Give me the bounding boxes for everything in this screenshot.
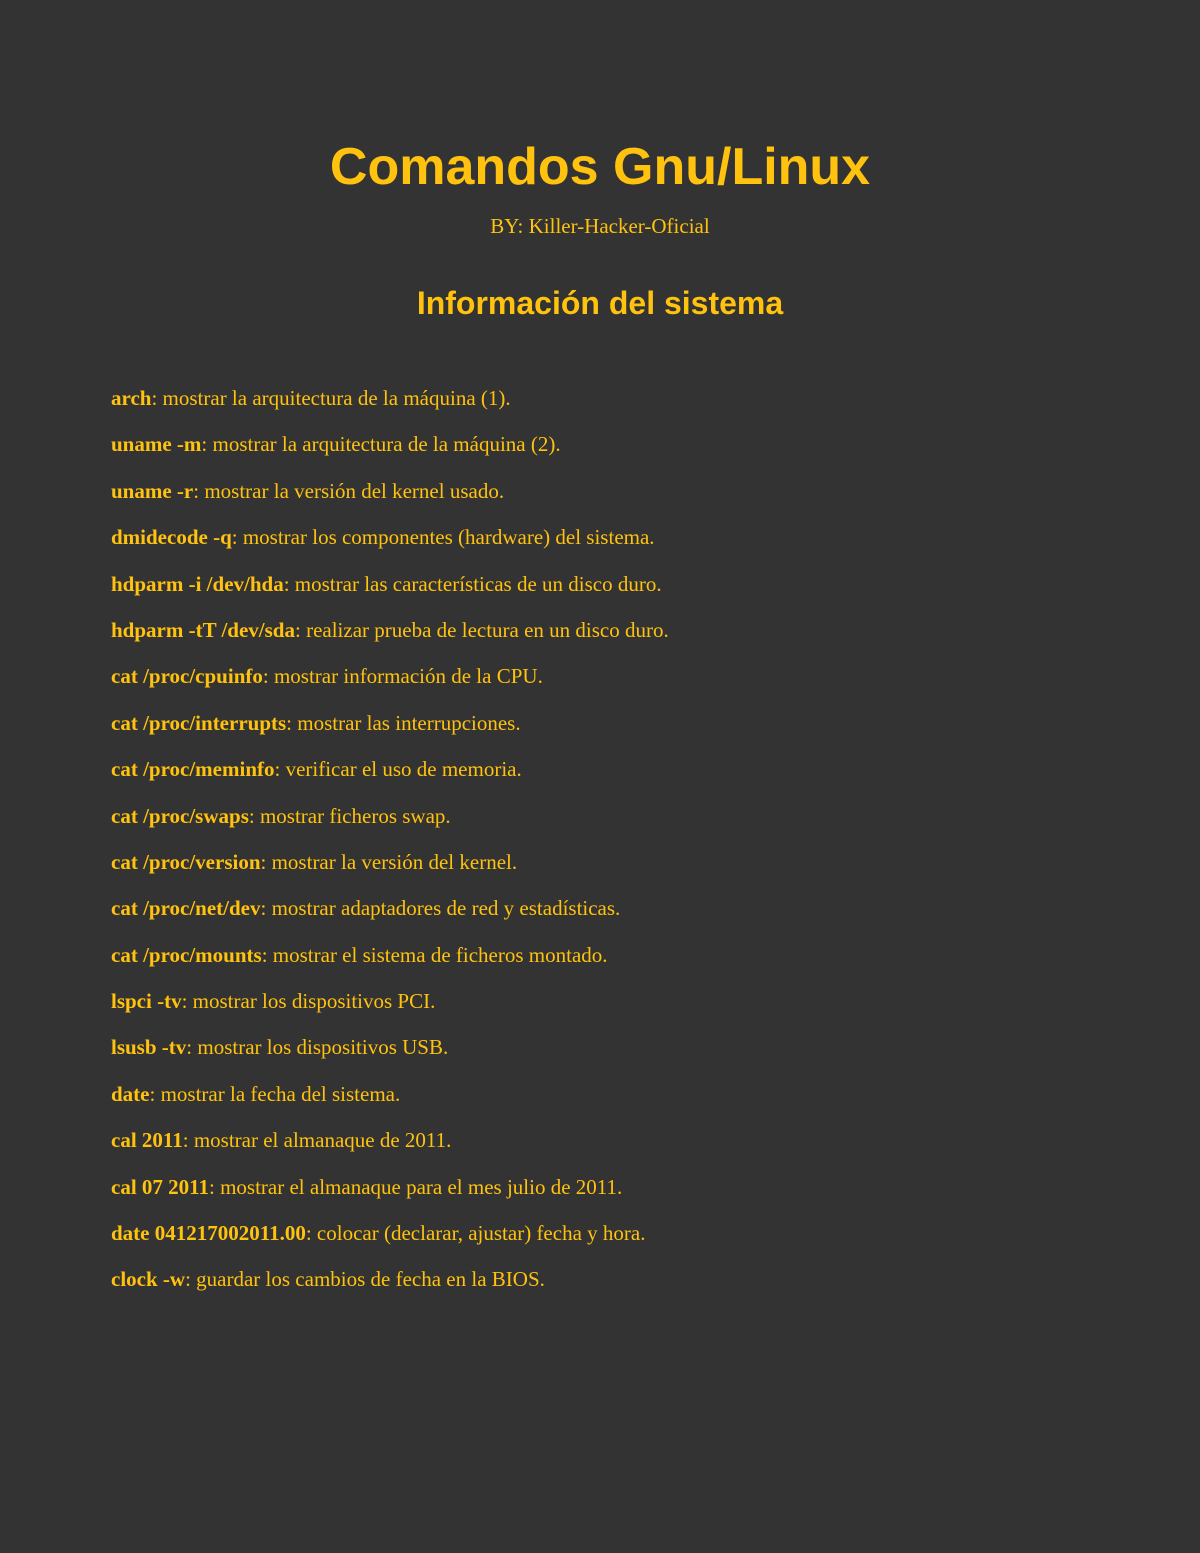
command-description: : mostrar las interrupciones. bbox=[286, 710, 521, 735]
command-item bbox=[111, 662, 1111, 708]
command-item bbox=[111, 709, 1111, 755]
command-item bbox=[111, 802, 1111, 848]
command-item bbox=[111, 384, 1111, 430]
command-name: uname -m bbox=[111, 432, 202, 457]
command-item bbox=[111, 848, 1111, 894]
command-description: : mostrar el almanaque para el mes julio de 2011. bbox=[209, 1174, 623, 1199]
command-description: : colocar (declarar, ajustar) fecha y hora. bbox=[305, 1221, 646, 1246]
document-title: Comandos Gnu/Linux bbox=[329, 138, 871, 196]
command-name: cat /proc/mounts bbox=[111, 942, 262, 967]
command-name: cat /proc/swaps bbox=[111, 803, 249, 828]
command-name: cal 07 2011 bbox=[111, 1174, 209, 1199]
command-name: hdparm -i /dev/hda bbox=[111, 571, 284, 596]
command-item bbox=[111, 894, 1111, 940]
command-name: date bbox=[111, 1081, 150, 1106]
command-description: : realizar prueba de lectura en un disco duro. bbox=[295, 617, 669, 642]
command-name: cat /proc/interrupts bbox=[111, 710, 287, 735]
command-description: : mostrar ficheros swap. bbox=[248, 803, 451, 828]
command-list bbox=[111, 384, 1111, 1312]
command-name: lsusb -tv bbox=[111, 1035, 187, 1060]
command-description: : mostrar adaptadores de red y estadísticas. bbox=[260, 896, 621, 921]
command-item bbox=[111, 523, 1111, 569]
author-byline: BY: Killer-Hacker-Oficial bbox=[490, 214, 710, 238]
command-item bbox=[111, 477, 1111, 523]
command-description: : mostrar las características de un disco duro. bbox=[283, 571, 662, 596]
command-name: date 041217002011.00 bbox=[111, 1221, 306, 1246]
command-name: cat /proc/meminfo bbox=[111, 757, 275, 782]
command-name: uname -r bbox=[111, 478, 194, 503]
command-item bbox=[111, 1265, 1111, 1311]
command-description: : verificar el uso de memoria. bbox=[274, 757, 522, 782]
command-item bbox=[111, 430, 1111, 476]
command-name: clock -w bbox=[111, 1267, 186, 1292]
command-item bbox=[111, 755, 1111, 801]
command-item bbox=[111, 987, 1111, 1033]
command-item bbox=[111, 941, 1111, 987]
command-description: : mostrar la arquitectura de la máquina (2). bbox=[201, 432, 561, 457]
command-item bbox=[111, 1173, 1111, 1219]
command-description: : mostrar los componentes (hardware) del sistema. bbox=[231, 525, 655, 550]
command-description: : mostrar los dispositivos PCI. bbox=[181, 989, 436, 1014]
command-description: : mostrar los dispositivos USB. bbox=[186, 1035, 449, 1060]
command-description: : mostrar la fecha del sistema. bbox=[149, 1081, 401, 1106]
command-description: : guardar los cambios de fecha en la BIOS. bbox=[185, 1267, 545, 1292]
command-name: arch bbox=[111, 386, 152, 410]
command-name: lspci -tv bbox=[111, 989, 182, 1014]
command-item bbox=[111, 1219, 1111, 1265]
command-name: dmidecode -q bbox=[111, 525, 232, 550]
command-description: : mostrar la versión del kernel. bbox=[260, 849, 518, 874]
command-item bbox=[111, 1033, 1111, 1079]
command-item bbox=[111, 616, 1111, 662]
command-name: cat /proc/version bbox=[111, 849, 261, 874]
command-name: cat /proc/cpuinfo bbox=[111, 664, 263, 689]
command-item bbox=[111, 1126, 1111, 1172]
command-description: : mostrar el sistema de ficheros montado. bbox=[261, 942, 608, 967]
command-description: : mostrar información de la CPU. bbox=[262, 664, 543, 689]
section-title: Información del sistema bbox=[416, 285, 784, 321]
command-name: hdparm -tT /dev/sda bbox=[111, 617, 295, 642]
command-name: cal 2011 bbox=[111, 1128, 183, 1153]
command-description: : mostrar el almanaque de 2011. bbox=[182, 1128, 452, 1153]
command-item bbox=[111, 1080, 1111, 1126]
command-description: : mostrar la arquitectura de la máquina (1). bbox=[151, 386, 511, 410]
command-description: : mostrar la versión del kernel usado. bbox=[193, 478, 505, 503]
command-name: cat /proc/net/dev bbox=[111, 896, 261, 921]
command-item bbox=[111, 570, 1111, 616]
